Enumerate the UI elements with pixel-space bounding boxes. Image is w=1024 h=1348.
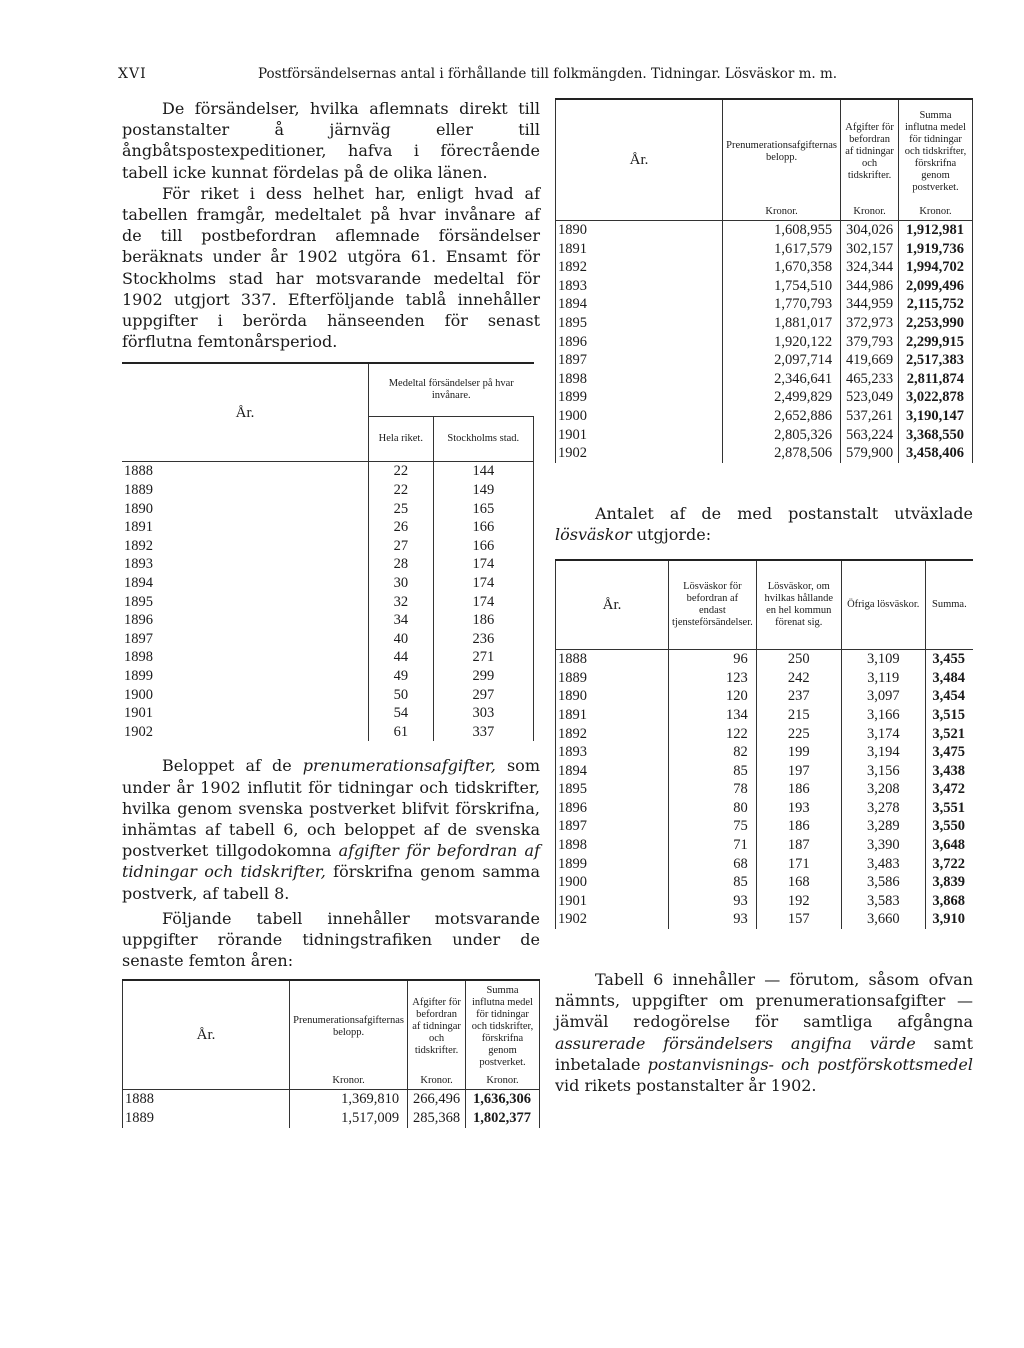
row-value: 3,586 xyxy=(841,873,925,892)
row-value: 174 xyxy=(433,593,533,612)
row-value: 1,369,810 xyxy=(290,1090,408,1109)
p5-text-c: utgjorde: xyxy=(631,524,712,544)
row-value: 78 xyxy=(669,780,757,799)
row-value: 563,224 xyxy=(841,426,899,445)
row-value: 1,994,702 xyxy=(899,258,973,277)
row-value: 419,669 xyxy=(841,351,899,370)
row-value: 3,483 xyxy=(841,855,925,874)
row-year: 1890 xyxy=(556,221,723,240)
row-value: 44 xyxy=(369,648,434,667)
paragraph-5 xyxy=(555,503,973,545)
p3-text-e: förskrifna genom samma postverk, af tabell 8. xyxy=(122,862,540,903)
row-value: 242 xyxy=(756,669,841,688)
row-value: 165 xyxy=(433,500,533,519)
row-value: 3,722 xyxy=(932,855,965,872)
p3-text-a: Beloppet af de xyxy=(162,756,303,776)
row-year: 1893 xyxy=(556,743,669,762)
table-row xyxy=(556,351,973,370)
right-column xyxy=(555,98,973,1096)
row-value: 2,878,506 xyxy=(723,444,841,463)
table-row xyxy=(556,240,973,259)
table-row xyxy=(122,537,534,556)
row-year: 1889 xyxy=(123,1109,290,1128)
row-value: 193 xyxy=(756,799,841,818)
row-value: 3,475 xyxy=(932,744,965,761)
row-value: 71 xyxy=(669,836,757,855)
row-value: 32 xyxy=(369,593,434,612)
row-value: 186 xyxy=(756,817,841,836)
row-year: 1895 xyxy=(122,593,369,612)
table-row xyxy=(122,667,534,686)
table-row xyxy=(556,221,973,240)
row-value: 3,521 xyxy=(932,725,965,742)
row-value: 1,770,793 xyxy=(723,295,841,314)
row-value: 174 xyxy=(433,555,533,574)
row-value: 2,346,641 xyxy=(723,370,841,389)
row-year: 1890 xyxy=(556,687,669,706)
row-value: 465,233 xyxy=(841,370,899,389)
row-value: 3,390 xyxy=(841,836,925,855)
row-value: 1,636,306 xyxy=(466,1090,540,1109)
row-value: 93 xyxy=(669,910,757,929)
row-value: 3,458,406 xyxy=(899,444,973,463)
table-row xyxy=(556,650,974,669)
table-row xyxy=(122,462,534,481)
row-value: 2,099,496 xyxy=(899,277,973,296)
th3-unit-1: Kronor. xyxy=(290,1073,408,1090)
row-year: 1893 xyxy=(556,277,723,296)
paragraph-6 xyxy=(555,969,973,1096)
row-year: 1898 xyxy=(556,836,669,855)
th4-c2: Lösväskor, om hvilkas hållande en hel kommun förenat sig. xyxy=(756,560,841,650)
row-year: 1899 xyxy=(122,667,369,686)
row-value: 25 xyxy=(369,500,434,519)
table-row xyxy=(122,481,534,500)
row-value: 302,157 xyxy=(841,240,899,259)
row-value: 303 xyxy=(433,704,533,723)
row-value: 523,049 xyxy=(841,388,899,407)
row-value: 34 xyxy=(369,611,434,630)
row-value: 236 xyxy=(433,630,533,649)
table-row xyxy=(123,1090,540,1109)
row-year: 1895 xyxy=(556,780,669,799)
th-riket: Hela riket. xyxy=(369,417,434,462)
th-year: År. xyxy=(122,363,369,462)
row-value: 82 xyxy=(669,743,757,762)
row-value: 1,920,122 xyxy=(723,333,841,352)
table-losvaskor-body xyxy=(556,650,974,929)
row-value: 3,910 xyxy=(932,911,965,928)
row-value: 171 xyxy=(756,855,841,874)
row-value: 3,472 xyxy=(932,781,965,798)
row-value: 3,515 xyxy=(932,706,965,723)
row-year: 1896 xyxy=(556,799,669,818)
row-year: 1894 xyxy=(556,762,669,781)
row-value: 22 xyxy=(369,481,434,500)
table-row xyxy=(122,686,534,705)
table-row xyxy=(122,593,534,612)
row-value: 271 xyxy=(433,648,533,667)
th4-c3: Öfriga lösväskor. xyxy=(841,560,925,650)
table-row xyxy=(122,555,534,574)
table-row xyxy=(556,333,973,352)
p3-text-c: som under år 1902 influtit för tidningar och tidskrifter, hvilka genom svenska postverket blifvit förskrifna, inhämtas af tabell 6, och beloppet af de svenska postverket tillgodokomna xyxy=(122,756,540,861)
row-value: 3,583 xyxy=(841,892,925,911)
table-row xyxy=(556,388,973,407)
row-value: 2,115,752 xyxy=(899,295,973,314)
row-value: 2,517,383 xyxy=(899,351,973,370)
row-year: 1901 xyxy=(556,426,723,445)
row-value: 304,026 xyxy=(841,221,899,240)
row-value: 174 xyxy=(433,574,533,593)
paragraph-4: Följande tabell innehåller motsvarande uppgifter rörande tidningstrafiken under de senaste femton åren: xyxy=(122,908,540,971)
table-row xyxy=(556,873,974,892)
row-value: 26 xyxy=(369,518,434,537)
row-value: 54 xyxy=(369,704,434,723)
row-value: 372,973 xyxy=(841,314,899,333)
row-value: 285,368 xyxy=(408,1109,466,1128)
table-row xyxy=(556,817,974,836)
row-value: 1,670,358 xyxy=(723,258,841,277)
th2-unit-3: Kronor. xyxy=(899,204,973,221)
row-value: 3,097 xyxy=(841,687,925,706)
row-value: 215 xyxy=(756,706,841,725)
row-value: 2,811,874 xyxy=(899,370,973,389)
row-value: 186 xyxy=(433,611,533,630)
row-value: 3,190,147 xyxy=(899,407,973,426)
row-value: 192 xyxy=(756,892,841,911)
row-value: 68 xyxy=(669,855,757,874)
row-value: 50 xyxy=(369,686,434,705)
table-row xyxy=(556,687,974,706)
table-row xyxy=(556,277,973,296)
row-value: 3,278 xyxy=(841,799,925,818)
table-newspaper-fees xyxy=(555,98,973,463)
row-value: 3,194 xyxy=(841,743,925,762)
row-value: 3,839 xyxy=(932,874,965,891)
paragraph-1: De försändelser, hvilka aflemnats direkt till postanstalter å järnväg eller till ångbåtspostexpeditioner, hafva i föreстående tabell icke kunnat fördelas på de olika länen. xyxy=(122,99,540,182)
table-row xyxy=(556,407,973,426)
table-row xyxy=(556,780,974,799)
row-value: 3,368,550 xyxy=(899,426,973,445)
row-value: 134 xyxy=(669,706,757,725)
row-value: 237 xyxy=(756,687,841,706)
th3-sum: Summa influtna medel för tidningar och tidskrifter, förskrifna genom postverket. xyxy=(466,980,540,1073)
table-row xyxy=(556,855,974,874)
row-value: 1,608,955 xyxy=(723,221,841,240)
p6-italic-b: assurerade försändelsers angifna värde xyxy=(555,1033,916,1053)
th3-year: År. xyxy=(123,980,290,1090)
th4-c4: Summa. xyxy=(932,599,967,611)
row-value: 3,551 xyxy=(932,799,965,816)
table-row xyxy=(556,762,974,781)
row-year: 1897 xyxy=(556,351,723,370)
row-value: 266,496 xyxy=(408,1090,466,1109)
th3-pren: Prenumerationsafgifternas belopp. xyxy=(290,980,408,1073)
row-year: 1892 xyxy=(556,725,669,744)
paragraph-3 xyxy=(122,755,540,903)
table-row xyxy=(556,314,973,333)
p6-italic-d: postanvisnings- och postförskottsmedel xyxy=(647,1054,973,1074)
row-year: 1889 xyxy=(556,669,669,688)
table-row xyxy=(122,611,534,630)
row-year: 1896 xyxy=(122,611,369,630)
row-value: 85 xyxy=(669,762,757,781)
table-row xyxy=(122,518,534,537)
row-value: 49 xyxy=(369,667,434,686)
th3-unit-2: Kronor. xyxy=(408,1073,466,1090)
table-row xyxy=(122,704,534,723)
th2-year: År. xyxy=(556,99,723,221)
table-row xyxy=(556,370,973,389)
table-row xyxy=(556,669,974,688)
table-row xyxy=(122,723,534,742)
th2-sum: Summa influtna medel för tidningar och tidskrifter, förskrifna genom postverket. xyxy=(899,99,973,204)
row-year: 1898 xyxy=(556,370,723,389)
table-row xyxy=(122,648,534,667)
row-value: 80 xyxy=(669,799,757,818)
row-year: 1899 xyxy=(556,855,669,874)
p6-text-c: samt inbetalade xyxy=(555,1033,973,1074)
row-year: 1894 xyxy=(122,574,369,593)
row-year: 1888 xyxy=(123,1090,290,1109)
paragraph-2: För riket i dess helhet har, enligt hvad af tabellen framgår, medeltalet på hvar invånare af de till postbefordran aflemnade försändelser beräknats under år 1902 utgöra 61. Ensamt för Stockholms stad har motsvarande medeltal för 1902 utgjort 337. Efterföljande tablå innehåller uppgifter i berörda hänseenden för senast förflutna femtonårsperiod. xyxy=(122,183,540,352)
row-year: 1897 xyxy=(122,630,369,649)
table-row xyxy=(123,1109,540,1128)
row-value: 40 xyxy=(369,630,434,649)
row-value: 2,805,326 xyxy=(723,426,841,445)
table-per-capita xyxy=(122,362,534,741)
p6-text-a: Tabell 6 innehåller — förutom, såsom ofvan nämnts, uppgifter om prenumerationsafgifter — jämväl redogörelse för samtliga afgångna xyxy=(555,970,973,1032)
row-value: 579,900 xyxy=(841,444,899,463)
row-value: 123 xyxy=(669,669,757,688)
row-year: 1891 xyxy=(122,518,369,537)
row-year: 1902 xyxy=(122,723,369,742)
row-value: 2,652,886 xyxy=(723,407,841,426)
row-year: 1891 xyxy=(556,240,723,259)
row-year: 1889 xyxy=(122,481,369,500)
table-row xyxy=(556,892,974,911)
row-value: 379,793 xyxy=(841,333,899,352)
page-header xyxy=(118,66,968,86)
row-value: 1,802,377 xyxy=(466,1109,540,1128)
row-value: 250 xyxy=(756,650,841,669)
p5-text-a: Antalet af de med postanstalt utväxlade xyxy=(595,503,973,523)
row-value: 1,754,510 xyxy=(723,277,841,296)
row-value: 168 xyxy=(756,873,841,892)
row-year: 1894 xyxy=(556,295,723,314)
row-value: 197 xyxy=(756,762,841,781)
row-value: 3,648 xyxy=(932,837,965,854)
row-value: 122 xyxy=(669,725,757,744)
row-value: 344,959 xyxy=(841,295,899,314)
row-year: 1902 xyxy=(556,910,669,929)
th-group: Medeltal försändelser på hvar invånare. xyxy=(369,363,534,417)
p3-italic-d: afgifter för befordran af tidningar och tidskrifter, xyxy=(122,841,541,882)
row-year: 1895 xyxy=(556,314,723,333)
row-value: 344,986 xyxy=(841,277,899,296)
table-row xyxy=(122,574,534,593)
row-year: 1893 xyxy=(122,555,369,574)
p6-text-e: vid rikets postanstalter år 1902. xyxy=(555,1076,817,1096)
row-value: 3,119 xyxy=(841,669,925,688)
row-value: 1,881,017 xyxy=(723,314,841,333)
row-value: 3,550 xyxy=(932,818,965,835)
row-value: 2,299,915 xyxy=(899,333,973,352)
row-value: 3,438 xyxy=(932,762,965,779)
row-year: 1898 xyxy=(122,648,369,667)
row-value: 187 xyxy=(756,836,841,855)
row-value: 3,289 xyxy=(841,817,925,836)
table-per-capita-body xyxy=(122,462,534,741)
row-value: 186 xyxy=(756,780,841,799)
row-value: 27 xyxy=(369,537,434,556)
table-row xyxy=(556,258,973,277)
table-row xyxy=(556,836,974,855)
table-row xyxy=(556,910,974,929)
th-stockholm: Stockholms stad. xyxy=(433,417,533,462)
table-row xyxy=(556,706,974,725)
row-value: 1,517,009 xyxy=(290,1109,408,1128)
row-value: 299 xyxy=(433,667,533,686)
row-value: 2,097,714 xyxy=(723,351,841,370)
table-row xyxy=(122,500,534,519)
table-row xyxy=(556,295,973,314)
row-year: 1901 xyxy=(122,704,369,723)
row-value: 3,454 xyxy=(932,688,965,705)
row-year: 1901 xyxy=(556,892,669,911)
row-value: 3,868 xyxy=(932,892,965,909)
th4-year: År. xyxy=(556,560,669,650)
row-value: 2,253,990 xyxy=(899,314,973,333)
row-year: 1902 xyxy=(556,444,723,463)
row-value: 537,261 xyxy=(841,407,899,426)
table-row xyxy=(556,743,974,762)
row-year: 1888 xyxy=(122,462,369,481)
row-value: 96 xyxy=(669,650,757,669)
row-year: 1900 xyxy=(556,407,723,426)
row-value: 3,174 xyxy=(841,725,925,744)
table-newspaper-fees-early xyxy=(122,979,540,1127)
row-value: 166 xyxy=(433,537,533,556)
row-value: 199 xyxy=(756,743,841,762)
row-value: 3,109 xyxy=(841,650,925,669)
th3-unit-3: Kronor. xyxy=(466,1073,540,1090)
row-value: 1,912,981 xyxy=(899,221,973,240)
row-value: 166 xyxy=(433,518,533,537)
row-value: 1,617,579 xyxy=(723,240,841,259)
row-value: 75 xyxy=(669,817,757,836)
row-value: 2,499,829 xyxy=(723,388,841,407)
row-value: 120 xyxy=(669,687,757,706)
row-year: 1896 xyxy=(556,333,723,352)
row-value: 3,022,878 xyxy=(899,388,973,407)
row-value: 3,166 xyxy=(841,706,925,725)
row-value: 28 xyxy=(369,555,434,574)
row-value: 149 xyxy=(433,481,533,500)
row-year: 1899 xyxy=(556,388,723,407)
table-losvaskor xyxy=(555,559,973,929)
table-row xyxy=(556,725,974,744)
row-value: 157 xyxy=(756,910,841,929)
row-year: 1900 xyxy=(122,686,369,705)
row-value: 297 xyxy=(433,686,533,705)
row-value: 30 xyxy=(369,574,434,593)
th3-afg: Afgifter för befordran af tidningar och tidskrifter. xyxy=(408,980,466,1073)
table-row xyxy=(122,630,534,649)
th4-c1: Lösväskor för befordran af endast tjensteförsändelser. xyxy=(669,560,757,650)
table-newspaper-fees-body xyxy=(556,221,973,463)
table-row xyxy=(556,799,974,818)
th2-pren: Prenumerationsafgifternas belopp. xyxy=(723,99,841,204)
row-value: 144 xyxy=(433,462,533,481)
row-value: 3,156 xyxy=(841,762,925,781)
row-value: 85 xyxy=(669,873,757,892)
left-column xyxy=(122,98,540,1128)
row-year: 1892 xyxy=(122,537,369,556)
row-value: 61 xyxy=(369,723,434,742)
running-title: Postförsändelsernas antal i förhållande till folkmängden. Tidningar. Lösväskor m. m. xyxy=(258,66,838,82)
th2-unit-1: Kronor. xyxy=(723,204,841,221)
row-value: 22 xyxy=(369,462,434,481)
row-year: 1892 xyxy=(556,258,723,277)
row-value: 337 xyxy=(433,723,533,742)
row-year: 1890 xyxy=(122,500,369,519)
row-value: 3,455 xyxy=(932,651,965,668)
row-value: 93 xyxy=(669,892,757,911)
table-row xyxy=(556,426,973,445)
row-year: 1888 xyxy=(556,650,669,669)
p5-italic-b: lösväskor xyxy=(555,524,632,544)
p3-italic-b: prenumerationsafgifter, xyxy=(302,756,496,776)
row-value: 225 xyxy=(756,725,841,744)
row-year: 1897 xyxy=(556,817,669,836)
table-row xyxy=(556,444,973,463)
table-newspaper-fees-early-body xyxy=(123,1090,540,1128)
row-year: 1891 xyxy=(556,706,669,725)
row-value: 324,344 xyxy=(841,258,899,277)
th2-afg: Afgifter för befordran af tidningar och tidskrifter. xyxy=(841,99,899,204)
row-value: 3,660 xyxy=(841,910,925,929)
row-year: 1900 xyxy=(556,873,669,892)
row-value: 1,919,736 xyxy=(899,240,973,259)
row-value: 3,484 xyxy=(932,669,965,686)
row-value: 3,208 xyxy=(841,780,925,799)
page-number: XVI xyxy=(118,66,147,82)
th2-unit-2: Kronor. xyxy=(841,204,899,221)
